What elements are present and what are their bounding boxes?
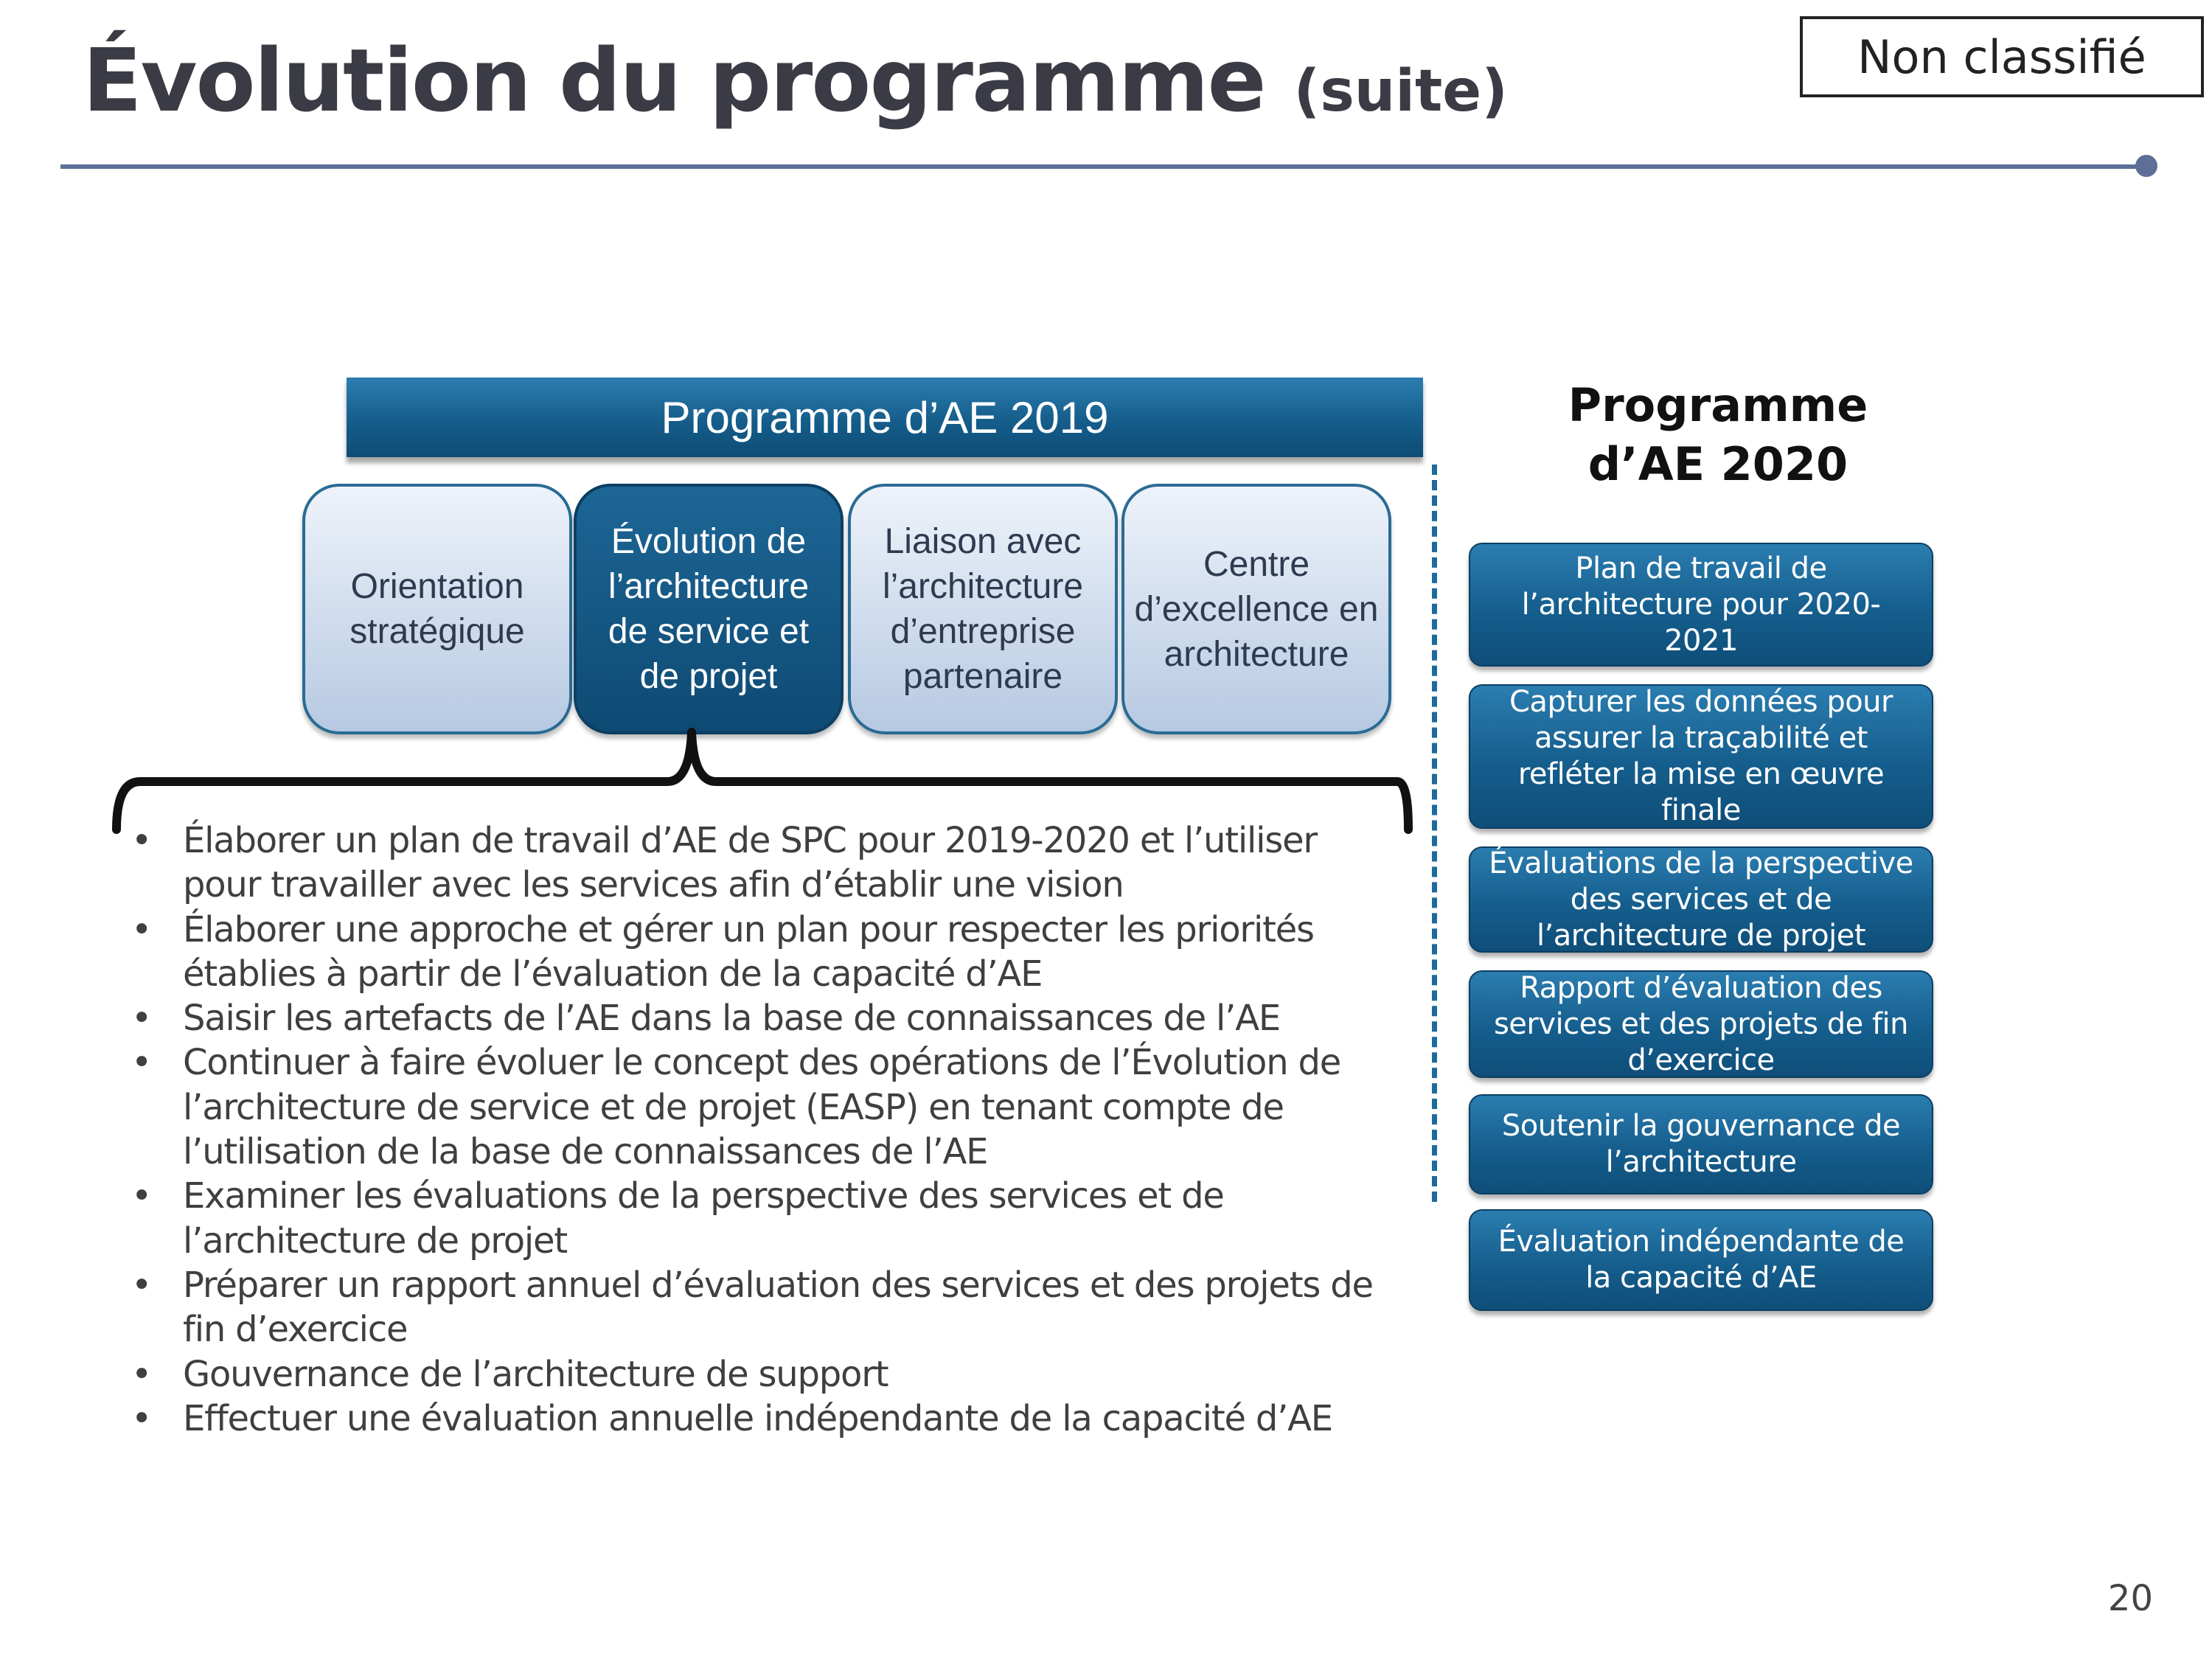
- program-2020-item: Soutenir la gouvernance de l’architecture: [1469, 1094, 1933, 1194]
- dashed-divider: [1432, 465, 1437, 1202]
- bullet-marker: •: [131, 1042, 152, 1084]
- pillar-evolution-architecture-service-projet: Évolution de l’architecture de service et de projet: [574, 484, 844, 734]
- bullet-text: Élaborer un plan de travail d’AE de SPC pour 2019-2020 et l’utiliser pour travailler avec les services afin d’établir une vision: [183, 820, 1317, 906]
- program-2020-item: Évaluation indépendante de la capacité d’AE: [1469, 1209, 1933, 1311]
- pillar-centre-excellence: Centre d’excellence en architecture: [1121, 484, 1391, 734]
- bullet-item: [125, 1174, 1401, 1263]
- program-2020-title-line2: d’AE 2020: [1587, 437, 1848, 491]
- bullet-text: Gouvernance de l’architecture de support: [183, 1353, 888, 1395]
- program-2020-item: Capturer les données pour assurer la traçabilité et refléter la mise en œuvre finale: [1469, 684, 1933, 829]
- header-rule-dot: [2135, 155, 2157, 177]
- bullet-marker: •: [131, 908, 152, 950]
- bullet-text: Effectuer une évaluation annuelle indépendante de la capacité d’AE: [183, 1397, 1332, 1439]
- bullet-marker: •: [131, 998, 152, 1040]
- header-rule: [60, 164, 2147, 169]
- bullet-text: Examiner les évaluations de la perspective des services et de l’architecture de projet: [183, 1175, 1224, 1262]
- program-2020-item: Plan de travail de l’architecture pour 2020-2021: [1469, 543, 1933, 667]
- bullet-item: [125, 1352, 1401, 1397]
- bullet-marker: •: [131, 820, 152, 861]
- bullet-item: [125, 1263, 1401, 1352]
- program-2020-item: Évaluations de la perspective des services et de l’architecture de projet: [1469, 846, 1933, 953]
- page-title-suffix: (suite): [1293, 58, 1508, 125]
- bullet-list: [125, 818, 1401, 1441]
- bullet-item: [125, 996, 1401, 1040]
- bullet-marker: •: [131, 1264, 152, 1306]
- bullet-text: Saisir les artefacts de l’AE dans la base de connaissances de l’AE: [183, 998, 1280, 1040]
- bullet-marker: •: [131, 1353, 152, 1395]
- program-2020-title-line1: Programme: [1568, 378, 1868, 432]
- program-2020-item: Rapport d’évaluation des services et des projets de fin d’exercice: [1469, 970, 1933, 1078]
- program-2020-title: [1504, 376, 1932, 494]
- bullet-item: [125, 908, 1401, 997]
- bullet-text: Élaborer une approche et gérer un plan pour respecter les priorités établies à partir de l’évaluation de la capacité d’AE: [183, 908, 1314, 995]
- page-title-main: Évolution du programme: [83, 29, 1265, 131]
- program-2019-banner: Programme d’AE 2019: [347, 378, 1423, 457]
- page-title: [83, 29, 1508, 131]
- classification-badge: Non classifié: [1800, 16, 2204, 97]
- bullet-text: Préparer un rapport annuel d’évaluation des services et des projets de fin d’exercice: [183, 1264, 1373, 1351]
- bullet-item: [125, 1397, 1401, 1441]
- bullet-marker: •: [131, 1175, 152, 1217]
- pillar-orientation-strategique: Orientation stratégique: [302, 484, 572, 734]
- bullet-text: Continuer à faire évoluer le concept des opérations de l’Évolution de l’architecture de service et de projet (EASP) en tenant compte de l’utilisation de la base de connaissances de l’AE: [183, 1042, 1341, 1173]
- bullet-item: [125, 1040, 1401, 1174]
- page-number: 20: [2107, 1578, 2153, 1619]
- bullet-marker: •: [131, 1397, 152, 1439]
- pillar-liaison-architecture-entreprise: Liaison avec l’architecture d’entreprise partenaire: [848, 484, 1118, 734]
- bullet-item: [125, 818, 1401, 908]
